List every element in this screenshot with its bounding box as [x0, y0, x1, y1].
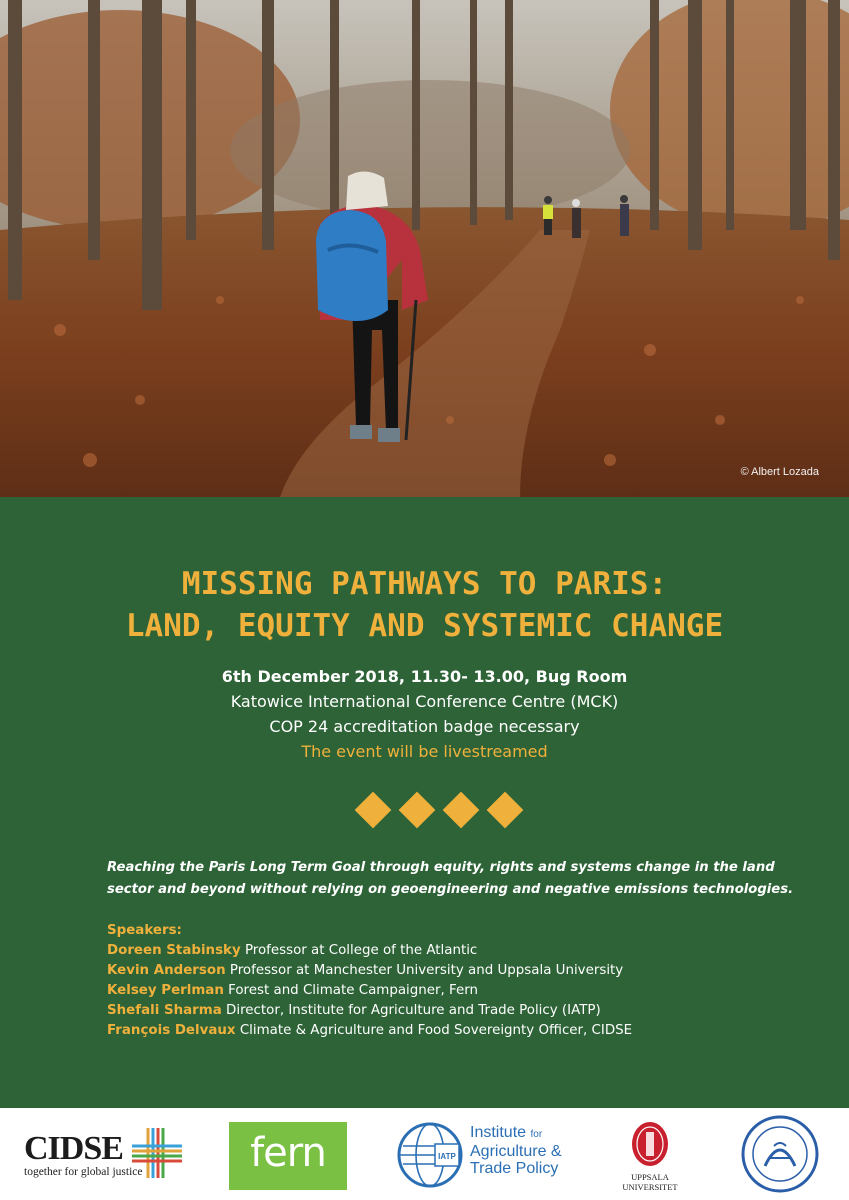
- diamond-icon: [355, 792, 392, 829]
- event-date: 6th December 2018, 11.30- 13.00, Bug Room: [221, 667, 628, 686]
- iatp-for: for: [530, 1129, 543, 1140]
- event-badge-note: COP 24 accreditation badge necessary: [269, 717, 580, 736]
- uppsala-line-1: UPPSALA: [631, 1172, 669, 1182]
- diamond-icon: [443, 792, 480, 829]
- diamond-icon: [399, 792, 436, 829]
- speaker-name: Shefali Sharma: [107, 1003, 222, 1018]
- cidse-wordmark: CIDSE: [24, 1130, 123, 1167]
- photo-credit: © Albert Lozada: [740, 466, 819, 478]
- cidse-logo: [0, 1108, 200, 1200]
- speaker-name: Kelsey Perlman: [107, 983, 224, 998]
- event-title-line-2: LAND, EQUITY AND SYSTEMIC CHANGE: [125, 608, 724, 644]
- speaker-name: François Delvaux: [107, 1023, 236, 1038]
- speaker-row: [107, 1021, 827, 1041]
- speaker-role: Forest and Climate Campaigner, Fern: [228, 983, 478, 998]
- uppsala-wordmark: [614, 1172, 686, 1192]
- speakers-section: [107, 921, 827, 1041]
- iatp-line-1: Institute: [470, 1124, 527, 1141]
- fern-wordmark: fern: [250, 1130, 326, 1176]
- speaker-name: Doreen Stabinsky: [107, 943, 241, 958]
- hero-photo: [0, 0, 849, 497]
- iatp-line-3: Trade Policy: [470, 1160, 559, 1177]
- speaker-role: Director, Institute for Agriculture and Trade Policy (IATP): [226, 1003, 601, 1018]
- iatp-line-2: Agriculture &: [470, 1143, 562, 1160]
- iatp-badge-text: IATP: [438, 1152, 456, 1161]
- forest-trail-illustration: [0, 0, 849, 497]
- coa-seal-icon: [740, 1114, 820, 1194]
- speaker-name: Kevin Anderson: [107, 963, 226, 978]
- fern-logo: [229, 1122, 347, 1190]
- diamond-icon: [487, 792, 524, 829]
- speaker-role: Professor at Manchester University and Uppsala University: [229, 963, 624, 978]
- event-details: [0, 664, 849, 764]
- event-title-line-1: MISSING PATHWAYS TO PARIS:: [181, 566, 668, 602]
- partner-logos: [0, 1108, 849, 1200]
- speaker-role: Professor at College of the Atlantic: [244, 943, 478, 958]
- event-description: Reaching the Paris Long Term Goal through equity, rights and systems change in the land sector and beyond without relying on geoengineering and negative emissions technologies.: [107, 860, 794, 897]
- event-livestream-note: The event will be livestreamed: [301, 742, 548, 761]
- speaker-row: [107, 981, 827, 1001]
- diamond-divider: [354, 792, 534, 828]
- speaker-role: Climate & Agriculture and Food Sovereignty Officer, CIDSE: [239, 1023, 633, 1038]
- event-title: [0, 563, 849, 647]
- speakers-heading: Speakers:: [107, 923, 182, 938]
- speaker-row: [107, 941, 827, 961]
- cidse-tagline: together for global justice: [24, 1166, 143, 1178]
- speaker-row: [107, 961, 827, 981]
- uppsala-seal-icon: [630, 1120, 670, 1168]
- uppsala-line-2: UNIVERSITET: [622, 1182, 678, 1192]
- iatp-wordmark: [470, 1124, 562, 1177]
- iatp-globe-icon: [395, 1120, 465, 1190]
- speaker-row: [107, 1001, 827, 1021]
- event-venue: Katowice International Conference Centre (MCK): [230, 692, 619, 711]
